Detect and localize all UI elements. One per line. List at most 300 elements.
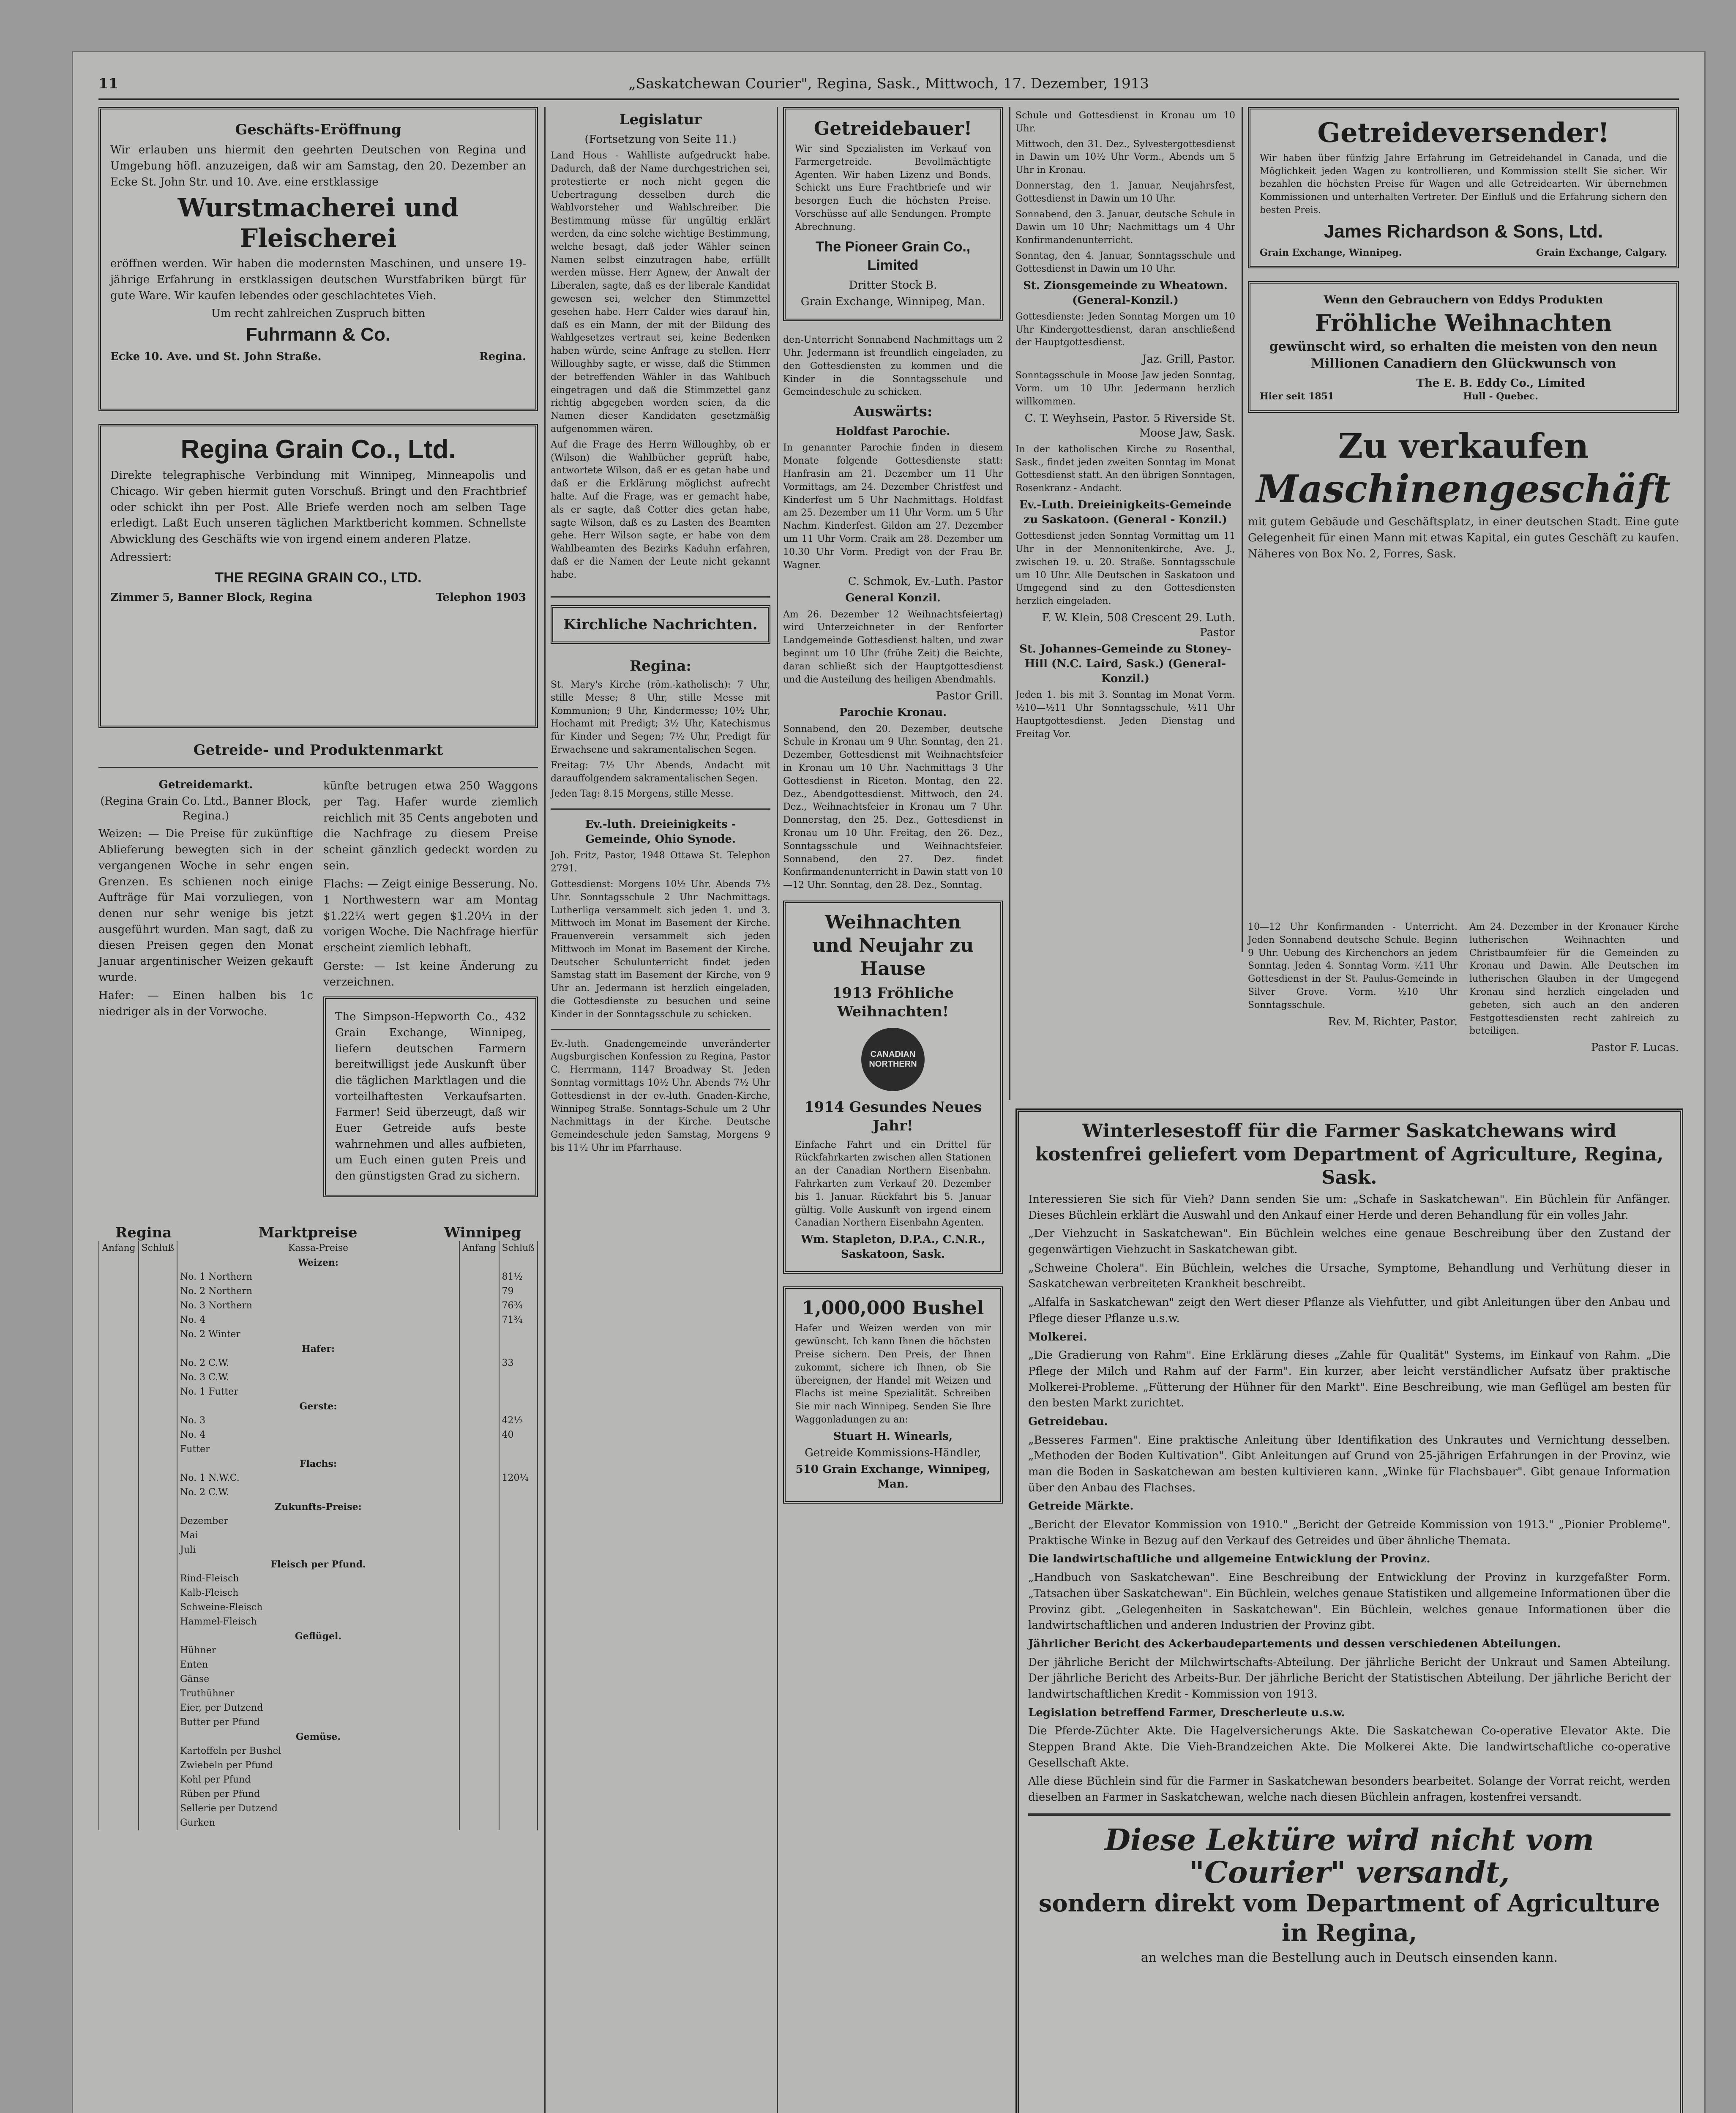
markt-row xyxy=(99,1428,538,1442)
markt-item-label: No. 2 Northern xyxy=(177,1284,459,1299)
kronau-schule: Schule und Gottesdienst in Kronau um 10 Uhr. xyxy=(1015,110,1235,134)
ad-zu-verkaufen xyxy=(1248,426,1679,562)
parochie-kronau: Parochie Kronau. xyxy=(839,706,947,719)
parochie-kronau-text: Sonnabend, den 20. Dezember, deutsche Schule in Kronau um 9 Uhr. Sonntag, den 21. Dezember, Gottesdienst mit Weihnachtsfeier in Kronau um 10 Uhr. Nachmittags 3 Uhr Gottesdienst in Riceton. Montag, den 22. Dez., Abendgottesdienst. Mittwoch, den 24. Dez., Weihnachtsfeier in Kronau um 7 Uhr. Donnerstag, den 25. Dez., Gottesdienst in Kronau um 10 Uhr. Freitag, den 26. Dez., Sonntagsschule und Weihnachtsfeier. Sonnabend, den 27. Dez. findet Konfirmandenunterricht in Dawin statt von 10—12 Uhr. Sonntag, den 28. Dez., Sonntag. xyxy=(783,723,1003,891)
markt-header: Schluß xyxy=(139,1241,177,1256)
eddy-since: Hier seit 1851 xyxy=(1260,390,1335,402)
markt-price-cell xyxy=(499,1385,538,1399)
column-5 xyxy=(1248,107,1679,952)
markt-price-cell xyxy=(499,1787,538,1802)
freitag-andacht: Freitag: 7½ Uhr Abends, Andacht mit darauffolgendem sakramentalischen Segen. xyxy=(551,760,770,784)
agri-getreidebau-heading: Getreidebau. xyxy=(1028,1415,1108,1428)
stoney-hill-text: Jeden 1. bis mit 3. Sonntag im Monat Vorm. ½10—½11 Uhr Sonntagsschule, ½11 Uhr Hauptgottesdienst. Jeden Dienstag und Freitag Vor. xyxy=(1015,690,1235,740)
bushel-name: Stuart H. Winearls, xyxy=(833,1430,953,1443)
markt-price-cell xyxy=(99,1356,139,1370)
saskatoon-text: Gottesdienst jeden Sonntag Vormittag um 11 Uhr in der Mennonitenkirche, Ave. J., zwischen 19. u. 20. Straße. Sonntagsschule um 10 Uhr. Alle Deutschen in Saskatoon und Umgegend sind zu den Gottesdiensten herzlich eingeladen. xyxy=(1015,531,1235,607)
markt-row xyxy=(99,1773,538,1787)
eddy-body: gewünscht wird, so erhalten die meisten von den neun Millionen Canadiern den Glückwunsch von xyxy=(1269,339,1658,371)
masthead xyxy=(98,69,1679,100)
markt-price-cell xyxy=(99,1284,139,1299)
marktpreise-grid xyxy=(98,1241,538,1830)
trinitatis-gemeinde: Ev.-luth. Dreieinigkeits - Gemeinde, Ohio Synode. xyxy=(585,818,736,846)
markt-header: Schluß xyxy=(499,1241,538,1256)
markt-row xyxy=(99,1816,538,1830)
markt-price-cell xyxy=(459,1744,499,1758)
markt-row xyxy=(99,1284,538,1299)
markt-item-label: Rüben per Pfund xyxy=(177,1787,459,1802)
ad-eddy xyxy=(1248,281,1679,413)
moose-jaw-sign: C. T. Weyhsein, Pastor. 5 Riverside St. Moose Jaw, Sask. xyxy=(1024,412,1235,440)
markt-price-cell xyxy=(459,1615,499,1629)
markt-price-cell xyxy=(459,1385,499,1399)
markt-price-cell xyxy=(139,1485,177,1500)
markt-section-row xyxy=(99,1457,538,1471)
cnr-title-1: Weihnachten xyxy=(824,911,961,933)
agri-alfalfa: „Alfalfa in Saskatchewan" zeigt den Wert dieser Pflanze als Viehfutter, und gibt Anleitungen über den Anbau und Pflege dieser Pflanze u.s.w. xyxy=(1028,1296,1670,1325)
markt-price-cell xyxy=(99,1787,139,1802)
markt-price-cell xyxy=(99,1816,139,1830)
kirchliche-nachrichten-title: Kirchliche Nachrichten. xyxy=(563,616,758,633)
cnr-line-1913: 1913 Fröhliche Weihnachten! xyxy=(832,984,954,1021)
eddy-top: Wenn den Gebrauchern von Eddys Produkten xyxy=(1324,293,1603,306)
eddy-city: Hull - Quebec. xyxy=(1463,390,1538,402)
markt-price-cell xyxy=(99,1701,139,1715)
agri-entwicklung-heading: Die landwirtschaftliche und allgemeine Entwicklung der Provinz. xyxy=(1028,1553,1430,1566)
markt-price-cell xyxy=(499,1543,538,1557)
markt-price-cell xyxy=(139,1701,177,1715)
markt-item-label: Butter per Pfund xyxy=(177,1715,459,1730)
verkaufen-headline: Maschinengeschäft xyxy=(1256,467,1671,512)
markt-item-label: No. 1 Futter xyxy=(177,1385,459,1399)
page-number: 11 xyxy=(98,75,119,92)
trinitatis-pastor: Joh. Fritz, Pastor, 1948 Ottawa St. Telephon 2791. xyxy=(551,850,770,874)
kronau-3-januar: Sonnabend, den 3. Januar, deutsche Schule in Dawin um 10 Uhr; Nachmittags um 4 Uhr Konfirmandenunterricht. xyxy=(1015,209,1235,246)
markt-price-cell xyxy=(499,1327,538,1342)
holdfast-parochie: Holdfast Parochie. xyxy=(835,425,950,438)
markt-row xyxy=(99,1787,538,1802)
cnr-title-2: und Neujahr zu Hause xyxy=(812,934,974,980)
ad-fuhrmann-city: Regina. xyxy=(479,350,526,363)
ad-pioneer-grain xyxy=(783,107,1003,321)
markt-row xyxy=(99,1385,538,1399)
markt-row xyxy=(99,1414,538,1428)
markt-price-cell xyxy=(499,1715,538,1730)
markt-item-label: Sellerie per Dutzend xyxy=(177,1802,459,1816)
moose-jaw-schule: Sonntagsschule in Moose Jaw jeden Sonntag, Vorm. um 10 Uhr. Jedermann herzlich willkommen. xyxy=(1015,370,1235,407)
markt-price-cell xyxy=(139,1816,177,1830)
agri-legislation: Die Pferde-Züchter Akte. Die Hagelversicherungs Akte. Die Saskatchewan Co-operative Elevator Akte. Die Steppen Brand Akte. Die Vieh-Brandzeichen Akte. Die Molkerei Akte. Die landwirtschaftliche co-operative Gesellschaft Akte. xyxy=(1028,1725,1670,1769)
markt-price-cell xyxy=(99,1471,139,1485)
legislatur-body-2: Auf die Frage des Herrn Willoughby, ob er (Wilson) die Wahlbücher geprüft habe, antwortete Wilson, daß er es getan habe und daß er die Erklärung möglichst aufrecht halte. Auf die Frage, was er gemacht habe, als er sagte, daß Cotter dies getan habe, sagte Wilson, daß es zu Lasten des Beamten gehe. Herr Wilson sagte, er habe von dem Wahlbeamten des Bezirks Kaduhn erfahren, daß er die Namen der Leute nicht gekannt habe. xyxy=(551,439,770,580)
kronau-neujahr: Donnerstag, den 1. Januar, Neujahrsfest, Gottesdienst in Dawin um 10 Uhr. xyxy=(1015,180,1235,204)
markt-row xyxy=(99,1615,538,1629)
markt-row xyxy=(99,1658,538,1672)
markt-item-label: No. 4 xyxy=(177,1313,459,1327)
verkaufen-body: mit gutem Gebäude und Geschäftsplatz, in einer deutschen Stadt. Eine gute Gelegenheit für einen Mann mit etwas Kapital, ein gutes Geschäft zu kaufen. Näheres von Box No. 2, Forres, Sask. xyxy=(1248,516,1679,560)
markt-section-label: Geflügel. xyxy=(177,1629,459,1643)
agri-banner-3: an welches man die Bestellung auch in Deutsch einsenden kann. xyxy=(1141,1950,1558,1965)
markt-price-cell xyxy=(139,1658,177,1672)
saskatoon-sign: F. W. Klein, 508 Crescent 29. Luth. Pastor xyxy=(1042,611,1235,639)
markt-price-cell xyxy=(99,1802,139,1816)
markt-price-cell: 120¼ xyxy=(499,1471,538,1485)
markt-price-cell xyxy=(139,1586,177,1600)
markt-price-cell xyxy=(99,1744,139,1758)
lucas-sign: Pastor F. Lucas. xyxy=(1591,1041,1679,1054)
markt-price-cell xyxy=(139,1299,177,1313)
markt-price-cell xyxy=(459,1672,499,1687)
markt-price-cell xyxy=(459,1543,499,1557)
markt-item-label: No. 3 Northern xyxy=(177,1299,459,1313)
general-konzil-text: Am 26. Dezember 12 Weihnachtsfeiertag) wird Unterzeichneter in der Renforter Landgemeinde Gottesdienst halten, und zwar beginnt um 10 Uhr (frühe Zeit) die Beichte, daran schließt sich der Hauptgottesdienst und die Austeilung des heiligen Abendmahls. xyxy=(783,609,1003,685)
markt-price-cell xyxy=(139,1787,177,1802)
markt-price-cell xyxy=(139,1270,177,1284)
ad-regina-grain-phone: Telephon 1903 xyxy=(435,591,526,604)
markt-price-cell xyxy=(99,1370,139,1385)
bushel-title: 1,000,000 Bushel xyxy=(802,1297,984,1319)
lucas-notice: Am 24. Dezember in der Kronauer Kirche lutherischen Weihnachten und Christbaumfeier für die Gemeinden zu Kronau und Dawin. Alle Deutschen im lutherischen Glauben in der Umgegend Kronau sind herzlich eingeladen und gebeten, sich auch an den anderen Festgottesdiensten recht zahlreich zu beteiligen. xyxy=(1469,922,1679,1037)
agri-banner-2: sondern direkt vom Department of Agriculture in Regina, xyxy=(1038,1889,1660,1947)
markt-row xyxy=(99,1744,538,1758)
ad-fuhrmann xyxy=(98,107,538,411)
markt-section-label: Weizen: xyxy=(177,1256,459,1270)
markt-price-cell xyxy=(499,1485,538,1500)
legislatur-body: Land Hous - Wahlliste aufgedruckt habe. Dadurch, daß der Name durchgestrichen sei, protestierte er noch nicht gegen die Uebertragung desselben durch die Wahlvorsteher und Wahlschreiber. Die Bestimmung müsse für ungültig erklärt werden, da eine solche wichtige Bestimmung, welche besagt, daß jeder Wähler seinen Namen selbst einzutragen habe, erfüllt werden müsse. Herr Agnew, der Anwalt der Liberalen, sagte, daß es der liberale Kandidat gewesen sei, welcher den Stimmzettel gesehen habe. Herr Calder wies darauf hin, daß es ein Mann, der mit der Bildung des Wahlgesetzes vertraut sei, keine Bedenken haben würde, seine Anfrage zu stellen. Herr Willoughby sagte, er wisse, daß die Stimmen der betreffenden Wähler in das Wahlbuch eingetragen und daß die Stimmzettel ganz richtig abgegeben worden seien, da die Namen dieser Kandidaten gesetzmäßig aufgenommen wären. xyxy=(551,150,770,435)
markt-section-label: Zukunfts-Preise: xyxy=(177,1500,459,1514)
markt-price-cell xyxy=(459,1485,499,1500)
agri-cholera: „Schweine Cholera". Ein Büchlein, welches die Ursache, Symptome, Behandlung und Verhütung dieser in Saskatchewan verbreiteten Krankheit beschreibt. xyxy=(1028,1261,1670,1291)
eddy-headline: Fröhliche Weihnachten xyxy=(1315,309,1612,336)
agri-schafe: Interessieren Sie sich für Vieh? Dann senden Sie um: „Schafe in Saskatchewan". Ein Büchlein für Anfänger. Dieses Büchlein erklärt die Auswahl und den Ankauf einer Herde und deren Behandlung für ein volles Jahr. xyxy=(1028,1193,1670,1222)
markt-item-label: No. 2 C.W. xyxy=(177,1485,459,1500)
column-1 xyxy=(98,107,538,2113)
agri-getreidebau: „Besseres Farmen". Eine praktische Anleitung über Identifikation des Unkrautes und Vernichtung desselben. „Methoden der Boden Kultivation". Gibt Anleitungen auf Grund von 25-jährigen Erfahrungen in der Provinz, wie man die Boden in Saskatchewan am besten kultivieren kann. „Winke für Flachsbauer". Gibt genaue Information über den Anbau des Flachses. xyxy=(1028,1433,1670,1494)
agri-banner-1: Diese Lektüre wird nicht vom "Courier" versandt, xyxy=(1105,1822,1594,1890)
markt-item-label: Enten xyxy=(177,1658,459,1672)
richardson-addr2: Grain Exchange, Calgary. xyxy=(1536,247,1667,258)
kirche-notices-right xyxy=(1248,918,1679,1087)
markt-row xyxy=(99,1471,538,1485)
markt-price-cell xyxy=(139,1356,177,1370)
legislatur-continued: (Fortsetzung von Seite 11.) xyxy=(584,133,737,146)
canadian-northern-logo: CANADIAN NORTHERN xyxy=(861,1028,925,1091)
markt-row xyxy=(99,1356,538,1370)
ad-regina-grain xyxy=(98,424,538,728)
markt-price-cell xyxy=(99,1529,139,1543)
verkaufen-title: Zu verkaufen xyxy=(1338,426,1589,466)
markt-price-cell xyxy=(139,1773,177,1787)
ad-regina-grain-body: Direkte telegraphische Verbindung mit Winnipeg, Minneapolis und Chicago. Wir geben hiermit guten Vorschuß. Bringt und den Frachtbrief oder schickt ihn per Post. Alle Briefe werden noch am selben Tage erledigt. Laßt Euch unseren täglichen Marktbericht kommen. Schnellste Abwicklung des Geschäfts wie von irgend einem anderen Platze. xyxy=(110,469,526,546)
markt-price-cell xyxy=(499,1586,538,1600)
markt-price-cell xyxy=(99,1514,139,1529)
markt-price-cell xyxy=(459,1414,499,1428)
markt-item-label: Hammel-Fleisch xyxy=(177,1615,459,1629)
ad-fuhrmann-headline: Wurstmacherei und Fleischerei xyxy=(177,193,459,254)
markt-section-row xyxy=(99,1500,538,1514)
markt-price-cell xyxy=(499,1615,538,1629)
markt-row xyxy=(99,1313,538,1327)
markt-price-cell xyxy=(99,1658,139,1672)
markt-section-label: Gemüse. xyxy=(177,1730,459,1744)
markt-price-cell xyxy=(99,1428,139,1442)
markt-price-cell xyxy=(499,1758,538,1773)
agri-maerkte-heading: Getreide Märkte. xyxy=(1028,1500,1134,1513)
markt-row xyxy=(99,1687,538,1701)
markt-price-cell xyxy=(99,1715,139,1730)
markt-price-cell xyxy=(99,1414,139,1428)
markt-row xyxy=(99,1327,538,1342)
markt-price-cell xyxy=(139,1600,177,1615)
markt-row xyxy=(99,1270,538,1284)
markt-row xyxy=(99,1701,538,1715)
markt-price-cell xyxy=(139,1802,177,1816)
markt-item-label: Truthühner xyxy=(177,1687,459,1701)
markt-price-cell xyxy=(459,1442,499,1457)
markt-item-label: Hühner xyxy=(177,1643,459,1658)
markt-section-row xyxy=(99,1256,538,1270)
markt-price-cell xyxy=(139,1758,177,1773)
markt-price-cell xyxy=(459,1514,499,1529)
markt-price-cell xyxy=(139,1471,177,1485)
stoney-hill-gemeinde: St. Johannes-Gemeinde zu Stoney-Hill (N.C. Laird, Sask.) (General-Konzil.) xyxy=(1019,643,1231,685)
markt-price-cell xyxy=(139,1672,177,1687)
agri-closing: Alle diese Büchlein sind für die Farmer in Saskatchewan besonders bearbeitet. Solange der Vorrat reicht, werden dieselben an Farmer in Saskatchewan, welche nach diesen Büchlein anfragen, kostenfrei versandt. xyxy=(1028,1775,1670,1804)
markt-item-label: Kartoffeln per Bushel xyxy=(177,1744,459,1758)
markt-price-cell xyxy=(99,1299,139,1313)
markt-price-cell xyxy=(99,1442,139,1457)
markt-price-cell xyxy=(459,1471,499,1485)
cnr-body: Einfache Fahrt und ein Drittel für Rückfahrkarten zwischen allen Stationen an der Canadian Northern Eisenbahn. Fahrkarten zum Verkauf 20. Dezember bis 1. Januar. Rückfahrt bis 5. Januar gültig. Volle Auskunft von irgend einem Canadian Northern Eisenbahn Agenten. xyxy=(795,1139,991,1228)
markt-section-label: Fleisch per Pfund. xyxy=(177,1557,459,1572)
markt-price-cell xyxy=(459,1313,499,1327)
markt-row xyxy=(99,1514,538,1529)
legislatur-title: Legislatur xyxy=(619,111,702,128)
markt-price-cell xyxy=(459,1773,499,1787)
ad-pioneer-addr1: Dritter Stock B. xyxy=(849,278,937,292)
markt-price-cell xyxy=(459,1715,499,1730)
markt-price-cell xyxy=(99,1572,139,1586)
markt-item-label: Gänse xyxy=(177,1672,459,1687)
markt-price-cell xyxy=(139,1687,177,1701)
cnr-agent: Wm. Stapleton, D.P.A., C.N.R., Saskatoon, Sask. xyxy=(801,1233,985,1261)
zionsgemeinde: St. Zionsgemeinde zu Wheatown. (General-Konzil.) xyxy=(1023,279,1228,307)
general-konzil-sign: Pastor Grill. xyxy=(936,690,1003,703)
markt-price-cell xyxy=(499,1442,538,1457)
markt-row xyxy=(99,1586,538,1600)
markt-row xyxy=(99,1529,538,1543)
markt-item-label: Zwiebeln per Pfund xyxy=(177,1758,459,1773)
agri-molkerei-heading: Molkerei. xyxy=(1028,1330,1087,1343)
markt-price-cell xyxy=(499,1773,538,1787)
ad-fuhrmann-intro: Wir erlauben uns hiermit den geehrten Deutschen von Regina und Umgebung höfl. anzuzeigen, daß wir am Samstag, den 20. Dezember an Ecke St. John Str. und 10. Ave. eine erstklassige xyxy=(110,144,526,188)
markt-price-cell xyxy=(499,1658,538,1672)
agri-jahresbericht-heading: Jährlicher Bericht des Ackerbaudepartements und dessen verschiedenen Abteilungen. xyxy=(1028,1637,1561,1650)
markt-price-cell xyxy=(459,1758,499,1773)
agri-viehzucht: „Der Viehzucht in Saskatchewan". Ein Büchlein welches eine genaue Beschreibung über den Zustand der gegenwärtigen Viehzucht in Saskatchewan gibt. xyxy=(1028,1227,1670,1256)
markt-price-cell xyxy=(459,1356,499,1370)
kronau-sylvester: Mittwoch, den 31. Dez., Sylvestergottesdienst in Dawin um 10½ Uhr Vorm., Abends um 5 Uhr in Kronau. xyxy=(1015,139,1235,176)
markt-item-label: No. 2 Winter xyxy=(177,1327,459,1342)
markt-price-cell xyxy=(99,1485,139,1500)
markt-item-label: Futter xyxy=(177,1442,459,1457)
richardson-title: Getreideversender! xyxy=(1317,117,1610,149)
ad-regina-grain-room: Zimmer 5, Banner Block, Regina xyxy=(110,591,313,604)
getreidemarkt-source: (Regina Grain Co. Ltd., Banner Block, Regina.) xyxy=(100,795,311,823)
agri-maerkte: „Bericht der Elevator Kommission von 1910." „Bericht der Getreide Kommission von 1913." „Pionier Probleme". Praktische Winke in Bezug auf den Verkauf des Getreides und über ähnliche Themata. xyxy=(1028,1518,1670,1547)
ad-bushel xyxy=(783,1286,1003,1504)
markt-price-cell xyxy=(459,1284,499,1299)
markt-price-cell xyxy=(99,1643,139,1658)
kirchliche-nachrichten-heading xyxy=(551,605,770,644)
getreidemarkt-gerste: Gerste: — Ist keine Änderung zu verzeichnen. xyxy=(323,960,538,989)
markt-price-cell xyxy=(139,1715,177,1730)
auswaerts-section xyxy=(783,334,1003,892)
markt-price-cell xyxy=(499,1529,538,1543)
ad-regina-grain-adresse-label: Adressiert: xyxy=(110,551,172,564)
column-3 xyxy=(783,107,1003,2113)
markt-row xyxy=(99,1600,538,1615)
markt-price-cell xyxy=(99,1615,139,1629)
markt-item-label: No. 4 xyxy=(177,1428,459,1442)
markt-header: Anfang xyxy=(459,1241,499,1256)
agri-molkerei: „Die Gradierung von Rahm". Eine Erklärung dieses „Zahle für Qualität" Systems, im Einkauf von Rahm. „Die Pflege der Milch und Rahm auf der Farm". Ein kurzer, aber leicht verständlicher Aufsatz über praktische Molkerei-Probleme. „Fütterung der Hühner für den Markt". Eine Beschreibung, wie man Geflügel am besten für den besten Markt zurichtet. xyxy=(1028,1349,1670,1410)
markt-price-cell xyxy=(459,1802,499,1816)
agri-entwicklung: „Handbuch von Saskatchewan". Eine Beschreibung der Entwicklung der Provinz in kurzgefaßter Form. „Tatsachen über Saskatchewan". Ein Büchlein, welches genaue Statistiken und allgemeine Informationen über die Provinz gibt. „Gelegenheiten in Saskatchewan". Ein Büchlein, welches genaue Informationen über die landwirtschaftlichen und anderen Industrien der Provinz gibt. xyxy=(1028,1571,1670,1632)
markt-section-label: Gerste: xyxy=(177,1399,459,1414)
markt-item-label: No. 3 xyxy=(177,1414,459,1428)
bushel-addr: 510 Grain Exchange, Winnipeg, Man. xyxy=(795,1463,991,1491)
markt-price-cell: 79 xyxy=(499,1284,538,1299)
marktpreise-table xyxy=(98,1224,538,1830)
bushel-desc: Getreide Kommissions-Händler, xyxy=(805,1446,981,1459)
column-2 xyxy=(551,107,770,2113)
markt-row xyxy=(99,1543,538,1557)
markt-price-cell xyxy=(99,1687,139,1701)
markt-item-label: Mai xyxy=(177,1529,459,1543)
markt-price-cell xyxy=(459,1600,499,1615)
markt-price-cell xyxy=(99,1327,139,1342)
marktpreise-right-city: Winnipeg xyxy=(444,1224,521,1241)
cnr-line-1914: 1914 Gesundes Neues Jahr! xyxy=(804,1099,982,1135)
ad-fuhrmann-closing: Um recht zahlreichen Zuspruch bitten xyxy=(211,307,426,320)
markt-row xyxy=(99,1715,538,1730)
markt-price-cell xyxy=(139,1543,177,1557)
markt-price-cell xyxy=(499,1572,538,1586)
kirchliche-nachrichten xyxy=(551,657,770,1155)
markt-header: Kassa-Preise xyxy=(177,1241,459,1256)
markt-section-row xyxy=(99,1629,538,1643)
markt-price-cell: 33 xyxy=(499,1356,538,1370)
markt-price-cell xyxy=(459,1529,499,1543)
markt-price-cell xyxy=(459,1327,499,1342)
getreidemarkt-subtitle: Getreidemarkt. xyxy=(158,778,253,792)
markt-price-cell: 81½ xyxy=(499,1270,538,1284)
markt-item-label: No. 2 C.W. xyxy=(177,1356,459,1370)
markt-price-cell xyxy=(459,1787,499,1802)
ad-pioneer-addr2: Grain Exchange, Winnipeg, Man. xyxy=(800,295,985,308)
markt-price-cell xyxy=(499,1816,538,1830)
markt-price-cell xyxy=(99,1586,139,1600)
eddy-firm: The E. B. Eddy Co., Limited xyxy=(1416,377,1585,390)
markt-price-cell xyxy=(139,1385,177,1399)
markt-item-label: No. 1 Northern xyxy=(177,1270,459,1284)
markt-price-cell xyxy=(139,1529,177,1543)
zionsgemeinde-text: Gottesdienste: Jeden Sonntag Morgen um 10 Uhr Kindergottesdienst, daran anschließend der Hauptgottesdienst. xyxy=(1015,311,1235,348)
markt-price-cell xyxy=(139,1442,177,1457)
getreidemarkt-weizen: Weizen: — Die Preise für zukünftige Ablieferung bewegten sich in der vergangenen Woche in sehr engen Grenzen. Es schienen noch einige Aufträge für Mai vorzuliegen, von denen nur sehr wenige bis jetzt ausgeführt wurden. Man sagt, daß zu diesen Preisen gegen den Monat Januar argentinischer Weizen gekauft wurde. xyxy=(98,827,313,984)
jeden-tag-messe: Jeden Tag: 8.15 Morgens, stille Messe. xyxy=(551,789,734,800)
markt-price-cell xyxy=(99,1773,139,1787)
markt-section-row xyxy=(99,1557,538,1572)
marktpreise-title: Marktpreise xyxy=(258,1224,358,1241)
markt-price-cell xyxy=(139,1414,177,1428)
ad-canadian-northern xyxy=(783,901,1003,1274)
produktenmarkt-title: Getreide- und Produktenmarkt xyxy=(193,742,443,759)
markt-price-cell xyxy=(139,1428,177,1442)
auswaerts-intro: den-Unterricht Sonnabend Nachmittags um 2 Uhr. Jedermann ist freundlich eingeladen, zu den Gottesdiensten zu kommen und die Kinder in die Sonntagsschule und Gemeindeschule zu schicken. xyxy=(783,335,1003,398)
markt-price-cell xyxy=(139,1514,177,1529)
markt-price-cell: 76¾ xyxy=(499,1299,538,1313)
ad-fuhrmann-body: eröffnen werden. Wir haben die modernsten Maschinen, und unsere 19-jährige Erfahrung in erstklassigen deutschen Wurstfabriken bürgt für gute Ware. Wir kaufen lebendes oder geschlachtetes Vieh. xyxy=(110,257,526,302)
markt-item-label: Kohl per Pfund xyxy=(177,1773,459,1787)
agri-title: Winterlesestoff für die Farmer Saskatchewans wird kostenfrei geliefert vom Department of Agriculture, Regina, Sask. xyxy=(1035,1120,1664,1188)
markt-price-cell xyxy=(459,1658,499,1672)
holdfast-sign: C. Schmok, Ev.-Luth. Pastor xyxy=(848,575,1003,588)
ad-regina-grain-name: THE REGINA GRAIN CO., LTD. xyxy=(215,569,422,586)
markt-price-cell xyxy=(499,1600,538,1615)
markt-price-cell xyxy=(459,1370,499,1385)
zionsgemeinde-sign: Jaz. Grill, Pastor. xyxy=(1142,353,1235,366)
ad-department-agriculture xyxy=(1015,1108,1683,2113)
masthead-line: „Saskatchewan Courier", Regina, Sask., Mittwoch, 17. Dezember, 1913 xyxy=(628,75,1149,92)
ad-simpson-body: The Simpson-Hepworth Co., 432 Grain Exchange, Winnipeg, liefern deutschen Farmern bereitwilligst jede Auskunft über die täglichen Marktlagen und die vorteilhaftesten Verkaufsarten. Farmer! Seid überzeugt, daß wir Euer Getreide aufs beste wahrnehmen und alles aufbieten, um Euch einen guten Preis und den günstigsten Grad zu sichern. xyxy=(335,1010,526,1182)
markt-item-label: Kalb-Fleisch xyxy=(177,1586,459,1600)
ad-pioneer-firm: The Pioneer Grain Co., Limited xyxy=(815,238,971,273)
markt-row xyxy=(99,1299,538,1313)
ad-fuhrmann-title: Geschäfts-Eröffnung xyxy=(235,121,401,138)
markt-section-row xyxy=(99,1399,538,1414)
markt-section-label: Flachs: xyxy=(177,1457,459,1471)
markt-price-cell: 71¾ xyxy=(499,1313,538,1327)
general-konzil: General Konzil. xyxy=(845,592,941,605)
kronau-4-januar: Sonntag, den 4. Januar, Sonntagsschule und Gottesdienst in Dawin um 10 Uhr. xyxy=(1015,250,1235,274)
markt-row xyxy=(99,1572,538,1586)
markt-price-cell xyxy=(139,1327,177,1342)
holdfast-text: In genannter Parochie finden in diesem Monate folgende Gottesdienste statt: Hanfrasin am 21. Dezember um 11 Uhr Vormittags, am 24. Dezember Christfest und Kinderfest um 5 Uhr Nachmittags. Holdfast am 25. Dezember um 11 Uhr Vorm. um 5 Uhr Nachm. Kinderfest. Gildon am 27. Dezember um 11 Uhr Vorm. Craik am 28. Dezember um 10.30 Uhr Vorm. Predigt von der Frau Br. Wagner. xyxy=(783,442,1003,571)
markt-price-cell xyxy=(499,1514,538,1529)
markt-price-cell: 42½ xyxy=(499,1414,538,1428)
markt-price-cell xyxy=(99,1270,139,1284)
markt-price-cell xyxy=(459,1586,499,1600)
markt-item-label: No. 3 C.W. xyxy=(177,1370,459,1385)
newspaper-page xyxy=(72,51,1706,2113)
markt-item-label: Dezember xyxy=(177,1514,459,1529)
agri-legislation-heading: Legislation betreffend Farmer, Drescherleute u.s.w. xyxy=(1028,1706,1345,1719)
produktenmarkt-section xyxy=(98,741,538,1210)
richter-notice: 10—12 Uhr Konfirmanden - Unterricht. Jeden Sonnabend deutsche Schule. Beginn 9 Uhr. Uebung des Kirchenchors an jedem Sonntag. Jeden 4. Sonntag Vorm. ½11 Uhr Gottesdienst in der St. Paulus-Gemeinde in Silver Grove. Vorm. ½10 Uhr Sonntagsschule. xyxy=(1248,922,1458,1010)
markt-row xyxy=(99,1485,538,1500)
markt-header: Anfang xyxy=(99,1241,139,1256)
markt-price-cell xyxy=(99,1313,139,1327)
markt-price-cell xyxy=(499,1687,538,1701)
ad-fuhrmann-address: Ecke 10. Ave. und St. John Straße. xyxy=(110,350,322,363)
marktpreise-left-city: Regina xyxy=(115,1224,172,1241)
getreidemarkt-right: künfte betrugen etwa 250 Waggons per Tag. Hafer wurde ziemlich reichlich mit 35 Cents angeboten und die Nachfrage zu diesem Preise scheint gänzlich gedeckt worden zu sein. xyxy=(323,780,538,872)
markt-price-cell xyxy=(499,1672,538,1687)
markt-section-label: Hafer: xyxy=(177,1342,459,1356)
markt-item-label: Eier, per Dutzend xyxy=(177,1701,459,1715)
markt-price-cell xyxy=(139,1615,177,1629)
